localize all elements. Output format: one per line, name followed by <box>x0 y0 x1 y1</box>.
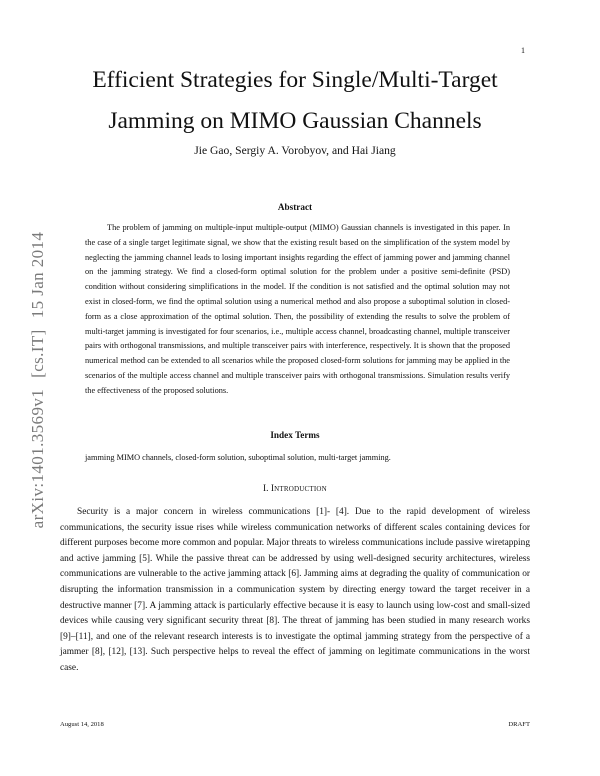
introduction-heading <box>60 484 530 494</box>
index-terms-heading: Index Terms <box>270 430 320 440</box>
footer-draft-label: DRAFT <box>508 721 530 728</box>
abstract-heading: Abstract <box>277 202 313 212</box>
arxiv-id: arXiv:1401.3569v1 <box>28 388 47 529</box>
section-title: Introduction <box>270 484 327 494</box>
arxiv-date: 15 Jan 2014 <box>28 231 47 319</box>
page-number: 1 <box>521 46 525 55</box>
index-terms-text: jamming MIMO channels, closed-form solution, suboptimal solution, multi-target jamming. <box>85 453 391 462</box>
introduction-text: Security is a major concern in wireless communications [1]- [4]. Due to the rapid development of wireless communications, the security issue rises while wireless communication networks of different scales containing devices for different purposes become more common and popular. Major threats to wireless communications include passive wiretapping and active jamming [5]. While the passive threat can be addressed by using well-designed security architectures, wireless communications are vulnerable to the active jamming attack [6]. Jamming aims at degrading the quality of communication or disrupting the information transmission in a communication system by directing energy toward the target receiver in a destructive manner [7]. A jamming attack is particularly effective because it is easy to launch using low-cost and small-sized devices while causing very significant security threat [8]. The threat of jamming has been studied in many research works [9]–[11], and one of the relevant research interests is to investigate the optimal jamming strategy from the perspective of a jammer [8], [12], [13]. Such perspective helps to reveal the effect of jamming on legitimate communications in the worst case. <box>60 507 530 673</box>
footer-date: August 14, 2018 <box>60 721 104 728</box>
arxiv-category: [cs.IT] <box>28 329 47 378</box>
section-number: I. <box>263 484 269 494</box>
paper-authors: Jie Gao, Sergiy A. Vorobyov, and Hai Jiang <box>194 144 396 157</box>
arxiv-identifier-stamp <box>28 232 48 529</box>
abstract-text: The problem of jamming on multiple-input multiple-output (MIMO) Gaussian channels is investigated in this paper. In the case of a single target legitimate signal, we show that the existing result based on the simplification of the system model by neglecting the jamming channel leads to losing important insights regarding the effect of jamming power and jamming channel on the jamming strategy. We find a closed-form optimal solution for the problem under a positive semi-definite (PSD) condition without considering simplifications in the model. If the condition is not satisfied and the optimal solution may not exist in closed-form, we find the optimal solution using a numerical method and also propose a suboptimal solution in closed-form as a close approximation of the optimal solution. Then, the possibility of extending the results to solve the problem of multi-target jamming is investigated for four scenarios, i.e., multiple access channel, broadcasting channel, multiple transceiver pairs with orthogonal transmissions, and multiple transceiver pairs with interference, respectively. It is shown that the proposed numerical method can be extended to all scenarios while the proposed closed-form solutions for jamming may be applied in the scenarios of the multiple access channel and multiple transceiver pairs with orthogonal transmissions. Simulation results verify the effectiveness of the proposed solutions. <box>85 223 510 395</box>
paper-title: Efficient Strategies for Single/Multi-Target Jamming on MIMO Gaussian Channels <box>92 67 498 134</box>
